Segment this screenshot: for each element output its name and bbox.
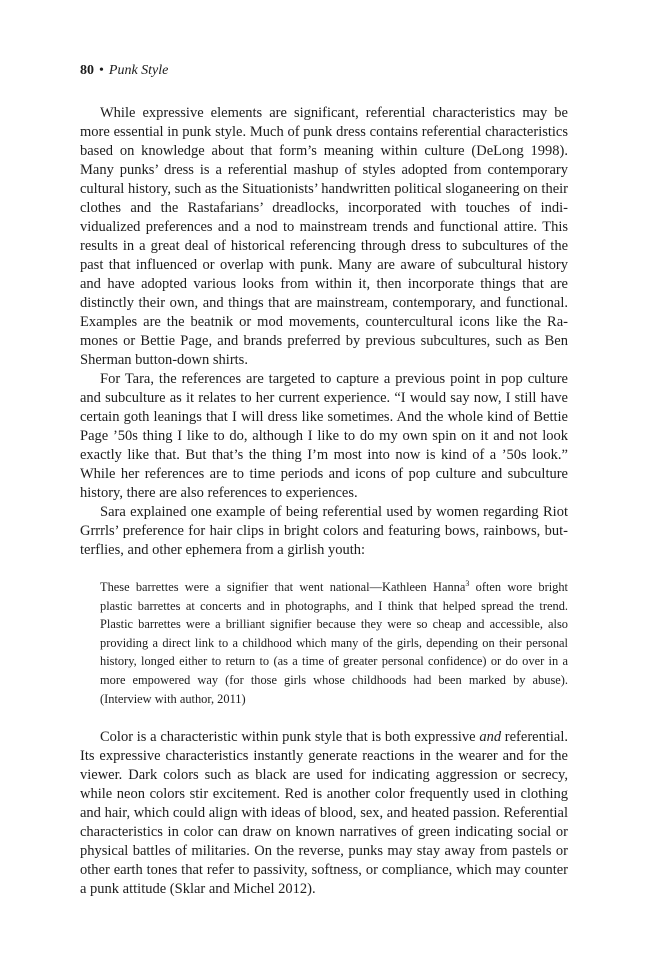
block-quote xyxy=(100,578,568,708)
color-text-after-emphasis: referential. Its expressive characteristics instantly generate reactions in the wearer and for the viewer. Dark colors such as black are used for indicating aggression or secrecy, while neon colors stir excitement. Red is another color frequently used in clothing and hair, which could align with ideas of blood, sex, and heated passion. Referential characteristics in color can draw on known narratives of green indicating social or physical battles of militaries. On the reverse, punks may stay away from pastels or other earth tones that refer to passivity, softness, or compliance, which may counter a punk attitude (Sklar and Michel 2012). xyxy=(80,729,568,898)
paragraph-sara-example: Sara explained one example of being referential used by women regarding Riot Grrrls’ preference for hair clips in bright colors and featuring bows, rainbows, butterflies, and other ephemera from a girlish youth: xyxy=(80,504,568,558)
body-text xyxy=(80,104,568,899)
book-title: Punk Style xyxy=(108,63,169,78)
paragraph-color xyxy=(80,728,568,899)
header-separator: • xyxy=(99,63,104,78)
quote-text-before-note: These barrettes were a signifier that went national—Kathleen Hanna xyxy=(100,580,466,594)
emphasis-and: and xyxy=(479,729,502,746)
page-number: 80 xyxy=(80,63,94,78)
paragraph-tara-references: For Tara, the references are targeted to capture a previous point in pop culture and subculture as it relates to her current experience. “I would say now, I still have certain goth leanings that I will dress like sometimes. And the whole kind of Bettie Page ’50s thing I like to do, although I like to do my own spin on it and not look exactly like that. But that’s the thing I’m most into now is kind of a ’50s look.” While her references are to time periods and icons of pop culture and subculture history, there are also references to experiences. xyxy=(80,371,568,501)
paragraph-referential-characteristics: While expressive elements are significant, referential characteristics may be more essential in punk style. Much of punk dress contains referential characteristics based on knowledge about that form’s meaning within culture (DeLong 1998). Many punks’ dress is a referential mashup of styles adopted from contemporary cultural history, such as the Situationists’ handwritten political sloganeering on their clothes and the Rastafarians’ dreadlocks, incorporated with touches of individualized preferences and a nod to mainstream trends and functional attire. This results in a great deal of historical referencing through dress to subcultures of the past that influenced or overlap with punk. Many are aware of subcultural history and have adopted various looks from within it, then incorporate things that are distinctly their own, and things that are mainstream, contemporary, and functional. Examples are the beatnik or mod movements, countercultural icons like the Ramones or Bettie Page, and brands preferred by previous subcultures, such as Ben Sherman button-down shirts. xyxy=(80,105,568,368)
color-text-before-emphasis: Color is a characteristic within punk style that is both expressive xyxy=(100,729,480,746)
block-quote-text xyxy=(100,578,568,708)
quote-text-after-note: often wore bright plastic barrettes at concerts and in photographs, and I think that helped spread the trend. Plastic barrettes were a brilliant signifier because they were so cheap and accessible, also providing a direct link to a childhood which many of the girls, depending on their personal history, longed either to return to (as a time of greater personal confidence) or do over in a more empowered way (for those girls whose childhoods had been marked by abuse). (Interview with author, 2011) xyxy=(100,580,568,706)
footnote-marker: 3 xyxy=(465,578,470,588)
running-head xyxy=(80,62,168,80)
